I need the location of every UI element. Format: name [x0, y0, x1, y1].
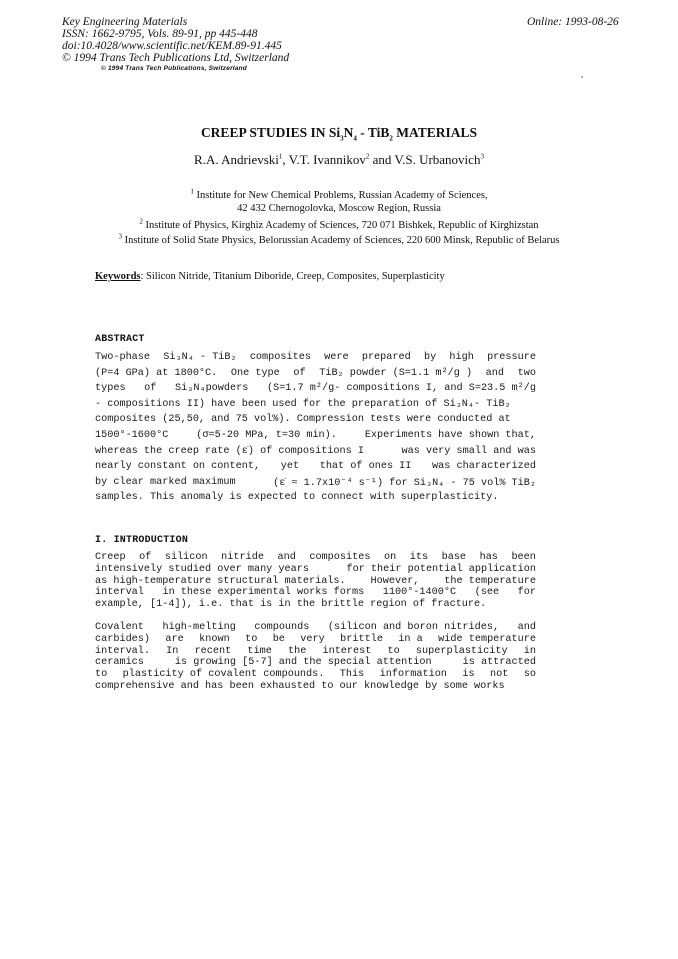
- text-line: [95, 599, 486, 610]
- text-line: [95, 430, 536, 441]
- text-segment: known: [199, 633, 230, 645]
- text-line: [95, 634, 536, 645]
- text-segment: intensively studied over many years: [95, 563, 309, 575]
- issn-line: ISSN: 1662-9795, Vols. 89-91, pp 445-448: [62, 28, 258, 40]
- text-segment: so: [523, 669, 536, 681]
- text-segment: to: [95, 669, 108, 681]
- text-segment: of: [144, 383, 157, 395]
- text-line: [95, 669, 536, 680]
- text-line: [95, 414, 511, 425]
- text-segment: base: [441, 552, 467, 563]
- text-segment: nitride: [221, 552, 264, 563]
- abstract-heading: ABSTRACT: [95, 334, 145, 345]
- affiliation-1-address: 42 432 Chernogolovka, Moscow Region, Russia: [237, 203, 441, 214]
- text-segment: of: [139, 552, 152, 563]
- text-segment: high-melting: [162, 622, 236, 633]
- paper-title: CREEP STUDIES IN $Si_3N_4 - TiB_2$ MATERIALS: [200, 125, 478, 143]
- text-segment: recent: [194, 645, 232, 657]
- text-segment: superplasticity: [415, 645, 508, 657]
- introduction-heading: I. INTRODUCTION: [95, 535, 189, 546]
- text-segment: (P=4 GPa) at 1800°C.: [95, 367, 218, 379]
- speck-mark: [581, 76, 583, 78]
- text-segment: information: [379, 669, 447, 681]
- text-line: [95, 646, 536, 657]
- text-segment: of: [293, 367, 306, 379]
- text-segment: that of ones II: [319, 461, 412, 473]
- text-segment: by some works: [425, 681, 505, 692]
- text-segment: types: [95, 383, 126, 395]
- text-line: [95, 576, 536, 587]
- text-segment: very: [300, 633, 325, 645]
- text-segment: Si₃N₄ - TiB₂: [163, 352, 237, 363]
- text-segment: as high-temperature structural materials.: [95, 575, 346, 587]
- text-line: [95, 352, 536, 363]
- text-segment: Two-phase: [95, 352, 151, 363]
- text-segment: in a: [398, 633, 423, 645]
- text-segment: for: [517, 587, 536, 599]
- text-segment: (S=1.7 m²/g- compositions I, and S=23.5 m²/g: [266, 383, 536, 395]
- text-segment: plasticity of covalent compounds.: [122, 669, 325, 681]
- text-segment: for their potential application: [346, 563, 536, 575]
- text-segment: to: [245, 633, 258, 645]
- text-segment: on: [383, 552, 397, 563]
- text-segment: are: [165, 633, 184, 645]
- text-segment: silicon: [164, 552, 208, 563]
- journal-name: Key Engineering Materials: [62, 16, 188, 28]
- text-segment: interest: [322, 645, 372, 657]
- text-segment: composites: [309, 552, 371, 563]
- text-segment: yet: [280, 461, 300, 473]
- text-segment: composites (25,50, and 75 vol%). Compression tests were conducted at: [95, 414, 511, 426]
- text-segment: and: [517, 622, 536, 633]
- text-line: [95, 587, 536, 598]
- text-segment: time: [247, 645, 272, 657]
- text-segment: has: [479, 552, 498, 563]
- text-segment: and: [485, 367, 504, 379]
- affiliation-1: $^1$ Institute for New Chemical Problems, Russian Academy of Sciences,: [190, 187, 488, 201]
- text-segment: high: [449, 352, 474, 363]
- text-line: [95, 477, 536, 489]
- text-segment: in these experimental works forms: [162, 587, 365, 599]
- text-line: [95, 681, 505, 692]
- text-segment: was characterized: [432, 461, 536, 473]
- text-segment: is attracted: [462, 657, 536, 669]
- text-segment: and: [277, 552, 296, 563]
- text-segment: carbides): [95, 633, 151, 645]
- text-segment: prepared: [361, 352, 411, 363]
- text-segment: by clear marked maximum: [95, 476, 236, 488]
- text-segment: was very small and was: [401, 445, 536, 457]
- text-line: [95, 383, 536, 394]
- text-segment: interval: [95, 587, 144, 599]
- text-segment: Experiments have shown that,: [364, 430, 536, 441]
- text-segment: (see: [474, 587, 500, 599]
- text-segment: Creep: [95, 552, 126, 563]
- text-segment: pressure: [487, 352, 536, 363]
- text-segment: nearly constant on content,: [95, 461, 261, 473]
- text-segment: the temperature: [444, 575, 536, 587]
- text-segment: 1100°-1400°C: [382, 587, 457, 599]
- keywords: Keywords: Silicon Nitride, Titanium Diboride, Creep, Composites, Superplasticity: [95, 271, 445, 282]
- text-segment: brittle: [340, 633, 383, 645]
- text-segment: Si₃N₄powders: [175, 383, 249, 395]
- text-line: [95, 368, 536, 379]
- text-segment: wide temperature: [438, 633, 536, 645]
- text-line: [95, 657, 536, 668]
- text-segment: whereas the creep rate (ε̇) of compositions I: [95, 445, 364, 457]
- text-segment: compounds: [254, 622, 310, 633]
- affiliation-3: $^3$ Institute of Solid State Physics, Belorussian Academy of Sciences, 220 600 Minsk, Republic of Belarus: [118, 232, 560, 246]
- text-segment: samples. This anomaly is expected to connect with superplasticity.: [95, 492, 499, 504]
- text-segment: composites: [249, 352, 311, 363]
- text-segment: two: [517, 367, 536, 379]
- text-line: [95, 552, 536, 563]
- text-segment: comprehensive and has been exhausted to our knowledge: [95, 681, 420, 692]
- text-line: [95, 461, 536, 472]
- author-list: R.A. Andrievski$^1$, V.T. Ivannikov$^2$ and V.S. Urbanovich$^3$: [194, 152, 484, 167]
- doi-line: doi:10.4028/www.scientific.net/KEM.89-91.445: [62, 40, 282, 52]
- text-segment: (silicon and boron nitrides,: [327, 622, 500, 633]
- text-segment: TiB₂ powder (S=1.1 m²/g ): [319, 367, 473, 379]
- text-segment: the: [287, 645, 307, 657]
- text-segment: ceramics: [95, 657, 144, 669]
- text-segment: by: [423, 352, 437, 363]
- copyright-line: © 1994 Trans Tech Publications Ltd, Switzerland: [62, 52, 290, 64]
- text-line: [95, 399, 511, 410]
- text-line: [95, 622, 536, 633]
- text-segment: to: [387, 645, 400, 657]
- text-segment: be: [272, 633, 285, 645]
- text-line: [95, 564, 536, 575]
- text-segment: (σ=5-20 MPa, t=30 min).: [196, 430, 337, 441]
- text-segment: In: [166, 645, 179, 657]
- text-segment: example, [1-4]), i.e. that is in the brittle region of fracture.: [95, 599, 487, 611]
- text-segment: been: [511, 552, 536, 563]
- text-segment: 1500°-1600°C: [95, 430, 169, 441]
- affiliation-2: $^2$ Institute of Physics, Kirghiz Academy of Sciences, 720 071 Bishkek, Republic of Kirghizstan: [139, 217, 539, 231]
- text-segment: not: [489, 669, 509, 681]
- text-segment: in: [523, 645, 536, 657]
- text-segment: is growing [5-7] and the special attention: [174, 657, 432, 669]
- text-segment: (ε̇ ≈ 1.7x10⁻⁴ s⁻¹) for Si₃N₄ - 75 vol% TiB₂: [273, 477, 536, 489]
- print-copyright: © 1994 Trans Tech Publications, Switzerland: [101, 65, 247, 72]
- text-segment: its: [409, 552, 429, 563]
- text-segment: interval.: [95, 645, 151, 657]
- text-segment: One type: [230, 367, 280, 379]
- text-line: [95, 446, 536, 457]
- text-segment: However,: [370, 575, 420, 587]
- text-segment: - compositions II) have been used for the preparation of Si₃N₄- TiB₂: [95, 398, 511, 410]
- text-line: [95, 492, 499, 503]
- text-segment: were: [324, 352, 349, 363]
- text-segment: This: [339, 669, 365, 681]
- online-date: Online: 1993-08-26: [527, 16, 619, 28]
- text-segment: Covalent: [95, 622, 144, 633]
- text-segment: is: [462, 669, 475, 681]
